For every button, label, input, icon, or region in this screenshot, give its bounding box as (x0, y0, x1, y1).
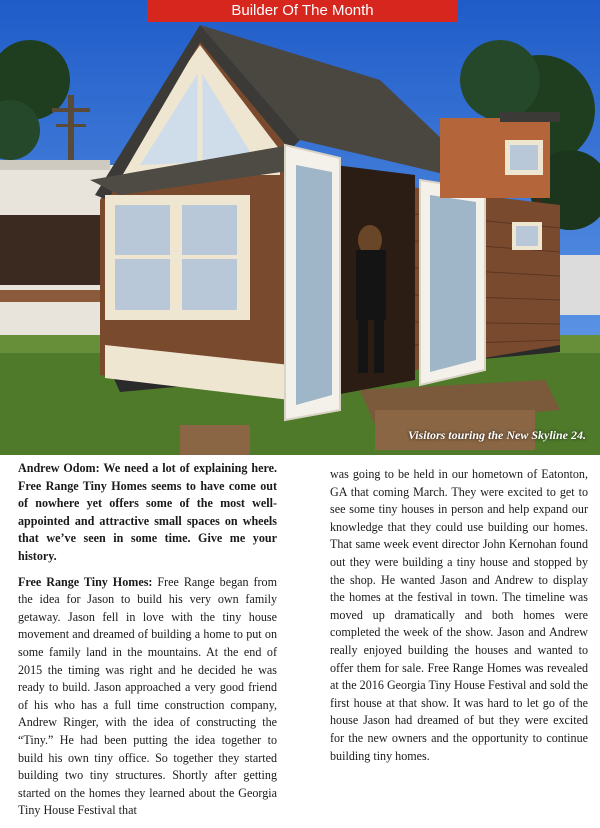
answer-text-right: was going to be held in our hometown of Eatonton, GA that coming March. They were excited to get to see some tiny houses in person and help expand our knowledge that they could use building our homes. That same week event director John Kernohan found out they were building a tiny house and stopped by the shop. He wanted Jason and Andrew to display the homes at the festival in town. The timeline was moved up dramatically and both homes were completed the week of the show. Jason and Andrew really enjoyed building the houses and wanted to offer them for sale. Free Range Homes was revealed at the 2016 Georgia Tiny House Festival and sold the first house at that show. It was hard to let go of the house Jason had dreamed of but they were excited for the new owners and the opportunity to continue building tiny homes. (330, 467, 588, 763)
builder-of-month-banner (147, 0, 458, 22)
article-right-column (330, 466, 588, 773)
interview-answer-start (18, 574, 277, 820)
answer-text-left: Free Range began from the idea for Jason to build his very own family getaway. Jason fell in love with the tiny house movement and dreamed of building a home to put on some family land in the mountains. At the end of 2015 the timing was right and he decided he was ready to build. Jason approached a very good friend of his who has a full time construction company, Andrew Ringer, with the idea of constructing the “Tiny.” He had been putting the idea together to build his own tiny office. So together they started building two tiny structures. Shortly after getting started on the homes they learned about the Georgia Tiny House Festival that (18, 574, 277, 818)
parked-truck (560, 255, 600, 315)
photo-caption: Visitors touring the New Skyline 24. (407, 428, 586, 442)
interview-question: Andrew Odom: We need a lot of explaining here. Free Range Tiny Homes seems to have come out of nowhere yet offers some of the most well-appointed and attractive small spaces on wheels that we’ve seen in some time. Give me your history. (18, 461, 277, 563)
article-left-column (18, 460, 277, 828)
answer-speaker: Free Range Tiny Homes: (18, 574, 153, 589)
banner-title: Builder Of The Month (231, 2, 374, 19)
